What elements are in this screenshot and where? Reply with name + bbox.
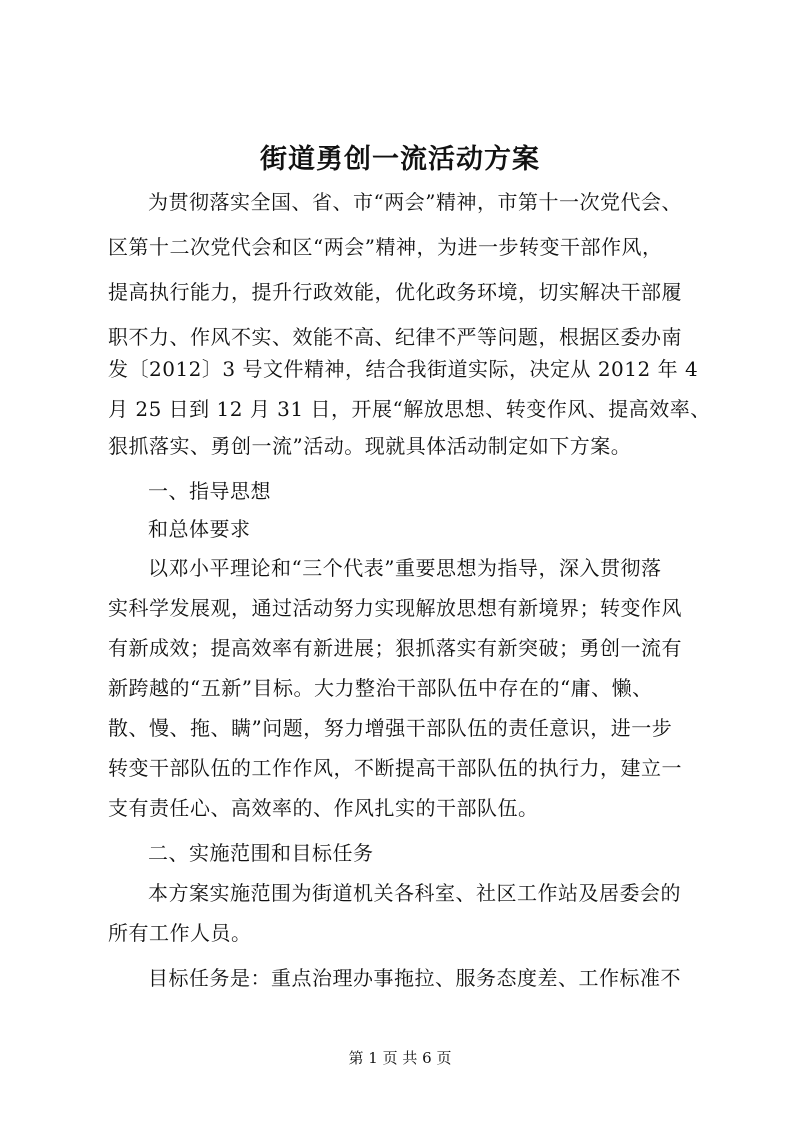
paragraph-line: 狠抓落实、勇创一流”活动。现就具体活动制定如下方案。 bbox=[108, 434, 632, 458]
paragraph-line: 以邓小平理论和“三个代表”重要思想为指导，深入贯彻落 bbox=[148, 556, 662, 580]
section-heading: 二、实施范围和目标任务 bbox=[148, 841, 374, 865]
paragraph-line: 所有工作人员。 bbox=[108, 921, 252, 945]
paragraph-line: 职不力、作风不实、效能不高、纪律不严等问题，根据区委办南 bbox=[108, 325, 682, 349]
paragraph-line: 散、慢、拖、瞒”问题，努力增强干部队伍的责任意识，进一步 bbox=[108, 716, 673, 740]
paragraph-line: 本方案实施范围为街道机关各科室、社区工作站及居委会的 bbox=[148, 881, 681, 905]
paragraph-line: 目标任务是：重点治理办事拖拉、服务态度差、工作标准不 bbox=[148, 966, 681, 990]
paragraph-line: 月 25 日到 12 月 31 日，开展“解放思想、转变作风、提高效率、 bbox=[108, 397, 711, 421]
page-footer: 第 1 页 共 6 页 bbox=[348, 1049, 452, 1067]
section-heading: 一、指导思想 bbox=[148, 479, 271, 503]
paragraph-line: 区第十二次党代会和区“两会”精神，为进一步转变干部作风， bbox=[108, 235, 663, 259]
paragraph-line: 实科学发展观，通过活动努力实现解放思想有新境界；转变作风 bbox=[108, 596, 682, 620]
paragraph-line: 发〔2012〕3 号文件精神，结合我街道实际，决定从 2012 年 4 bbox=[108, 357, 699, 381]
paragraph-line: 新跨越的“五新”目标。大力整治干部队伍中存在的“庸、懒、 bbox=[108, 676, 653, 700]
paragraph-line: 转变干部队伍的工作作风，不断提高干部队伍的执行力，建立一 bbox=[108, 756, 682, 780]
document-title: 街道勇创一流活动方案 bbox=[260, 144, 540, 175]
paragraph-line: 提高执行能力，提升行政效能，优化政务环境，切实解决干部履 bbox=[108, 280, 682, 304]
paragraph-line: 为贯彻落实全国、省、市“两会”精神，市第十一次党代会、 bbox=[148, 190, 682, 214]
section-heading: 和总体要求 bbox=[148, 517, 251, 541]
paragraph-line: 有新成效；提高效率有新进展；狠抓落实有新突破；勇创一流有 bbox=[108, 636, 682, 660]
paragraph-line: 支有责任心、高效率的、作风扎实的干部队伍。 bbox=[108, 796, 539, 820]
